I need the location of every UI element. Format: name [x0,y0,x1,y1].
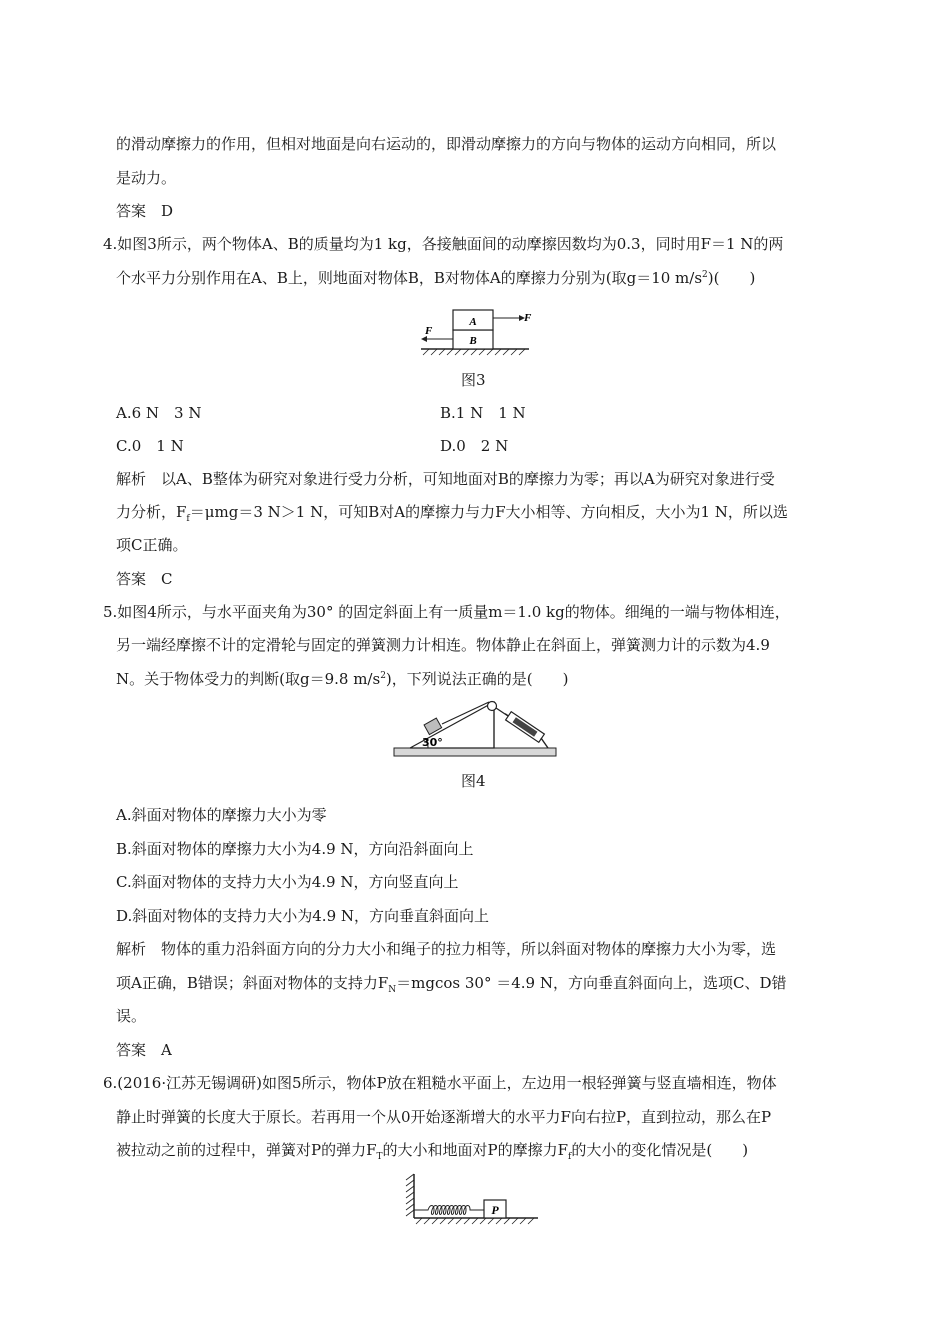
q5-option-a: A.斜面对物体的摩擦力大小为零 [116,806,327,824]
figure-4-incline [392,700,558,762]
block-b-label: B [469,335,477,347]
prev-text-line-2: 是动力。 [116,169,177,187]
q5-stem-line-2: 另一端经摩擦不计的定滑轮与固定的弹簧测力计相连。物体静止在斜面上，弹簧测力计的示数为4.9 [116,636,770,654]
q5-analysis-line-2: 项A正确，B错误；斜面对物体的支持力$F_N=mgcos$ 30° ＝4.9 N，方向垂直斜面向上，选项C、D错 [116,974,787,995]
figure-3-caption: 图3 [461,371,486,389]
force-right-label: F [524,312,532,324]
q6-stem-line-1: 6.(2016·江苏无锡调研)如图5所示，物体P放在粗糙水平面上，左边用一根轻弹簧与竖直墙相连，物体 [103,1074,777,1092]
q4-option-c: C.0 1 N [116,437,184,455]
q4-answer: 答案 C [116,570,173,588]
q5-stem-line-1: 5.如图4所示，与水平面夹角为30° 的固定斜面上有一质量m＝1.0 kg的物体。细绳的一端与物体相连， [103,603,790,621]
prev-text-line-1: 的滑动摩擦力的作用，但相对地面是向右运动的，即滑动摩擦力的方向与物体的运动方向相同，所以 [116,135,777,153]
figure-4-caption: 图4 [461,772,486,790]
prev-answer: 答案 D [116,202,174,220]
q4-option-a: A.6 N 3 N [116,404,202,422]
force-left-label: F [425,325,433,337]
q4-stem-line-1: 4.如图3所示，两个物体A、B的质量均为1 kg，各接触面间的动摩擦因数均为0.3，同时用F＝1 N的两 [103,235,784,253]
q6-stem-line-2: 静止时弹簧的长度大于原长。若再用一个从0开始逐渐增大的水平力F向右拉P，直到拉动，那么在P [116,1108,772,1126]
q5-stem-line-3: N。关于物体受力的判断(取g＝9.8 $m/s^2$)，下列说法正确的是( ) [116,670,569,688]
q5-option-b: B.斜面对物体的摩擦力大小为4.9 N，方向沿斜面向上 [116,840,474,858]
q6-stem-line-3: 被拉动之前的过程中，弹簧对P的弹力$F_T$的大小和地面对P的摩擦力$F_f$的大小的变化情况是( ) [116,1141,749,1162]
spring [414,1206,484,1215]
q5-answer: 答案 A [116,1041,172,1059]
q5-option-d: D.斜面对物体的支持力大小为4.9 N，方向垂直斜面向上 [116,907,490,925]
q4-analysis-line-3: 项C正确。 [116,536,188,554]
q4-option-d: D.0 2 N [440,437,509,455]
q4-analysis-line-2: 力分析，$F_f=\mu mg=3$ N＞1 N，可知B对A的摩擦力与力F大小相等、方向相反，大小为1 N，所以选 [116,503,788,524]
figure-5-spring [404,1172,542,1228]
q4-analysis-line-1: 解析 以A、B整体为研究对象进行受力分析，可知地面对B的摩擦力为零；再以A为研究对象进行受 [116,470,775,488]
base-plate [394,748,556,756]
block-a-label: A [469,316,477,328]
angle-label: 30° [422,736,443,749]
q5-analysis-line-3: 误。 [116,1007,147,1025]
pulley [488,702,497,711]
spring-scale [502,709,544,742]
q4-stem-line-2: 个水平力分别作用在A、B上，则地面对物体B，B对物体A的摩擦力分别为(取g＝10 $m/s^2$)( ) [116,269,756,287]
figure-3-blocks [415,304,535,356]
q5-analysis-line-1: 解析 物体的重力沿斜面方向的分力大小和绳子的拉力相等，所以斜面对物体的摩擦力大小为零，选 [116,940,777,958]
object-p-label: P [491,1203,499,1217]
q5-option-c: C.斜面对物体的支持力大小为4.9 N，方向竖直向上 [116,873,459,891]
q4-option-b: B.1 N 1 N [440,404,526,422]
